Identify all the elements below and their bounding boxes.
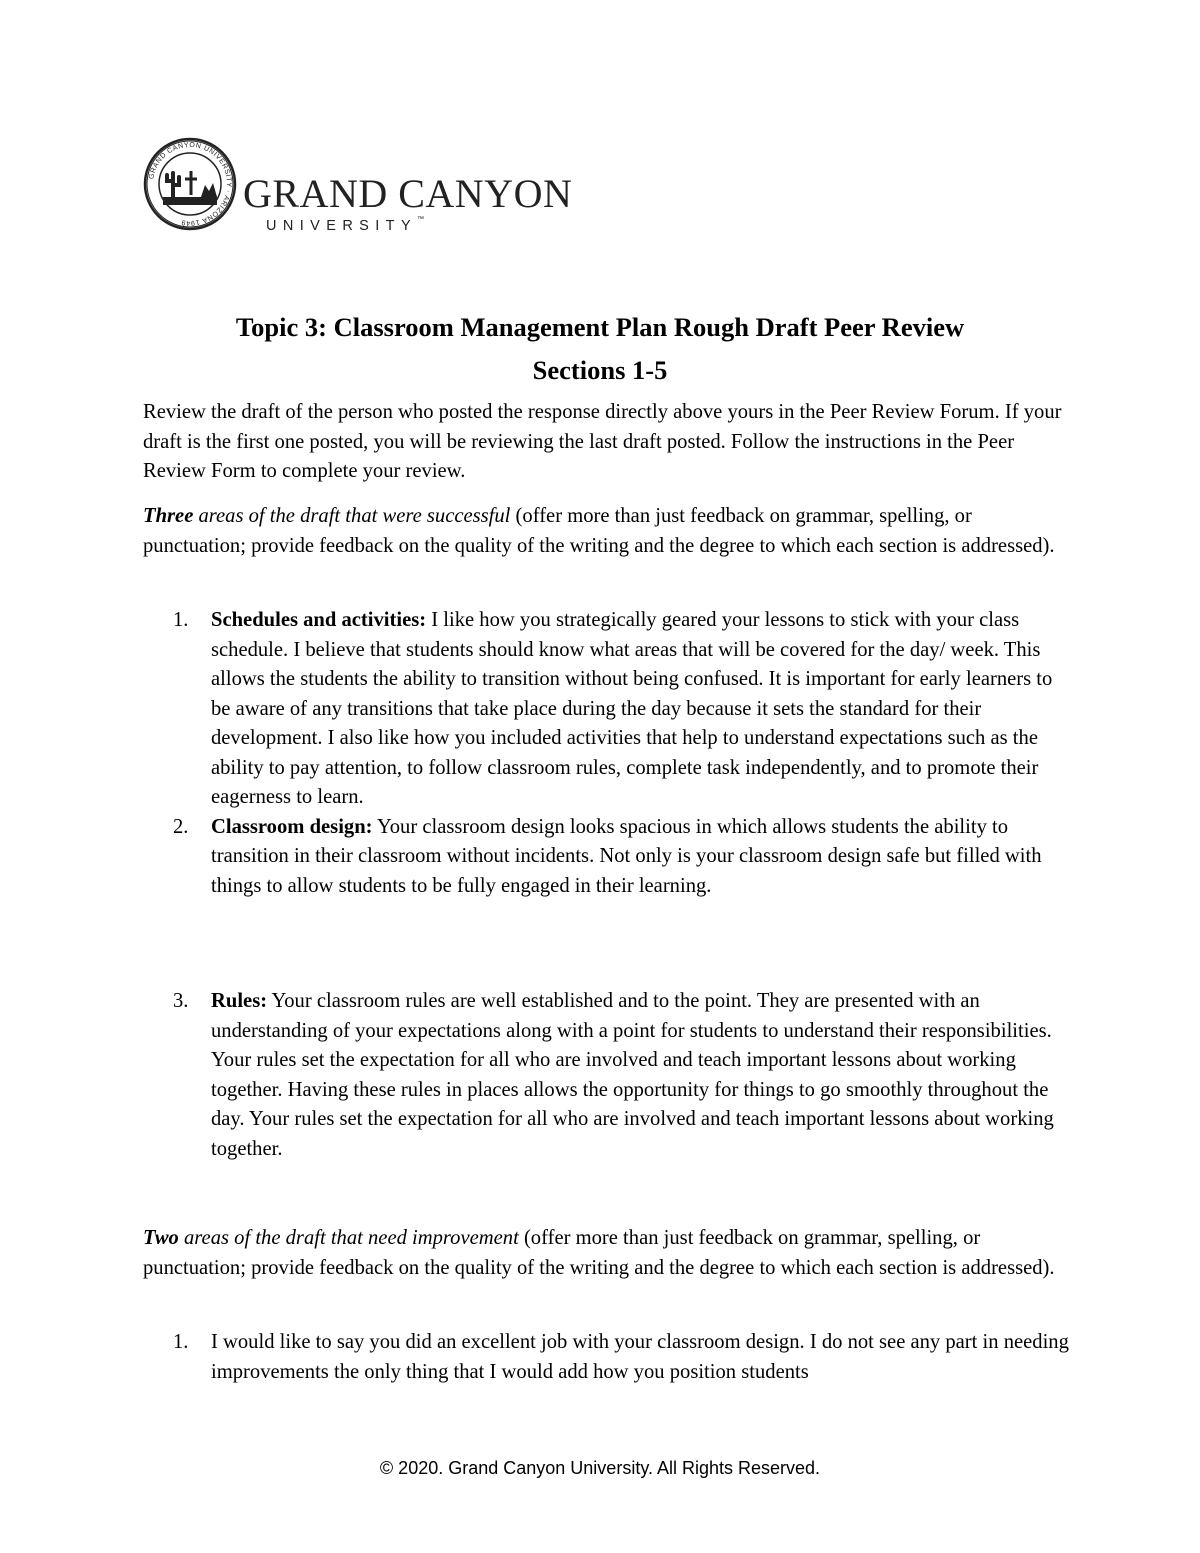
- improvement-instructions: (offer more than just feedback on grammar, spelling, or punctuation; provide feedback on the quality of the writing and the degree to which each section is addressed).: [143, 1227, 1055, 1279]
- university-seal-icon: [143, 137, 243, 237]
- item-text: I like how you strategically geared your lessons to stick with your class schedule. I believe that students should know what areas that will be covered for the day/ week. This allows the students the ability to transition without being confused. It is important for early learners to be aware of any transitions that take place during the day because it sets the standard for their development. I also like how you included activities that help to understand expectations such as the ability to pay attention, to follow classroom rules, complete task independently, and to promote their eagerness to learn.: [211, 609, 1053, 808]
- successful-list: [173, 606, 1073, 901]
- logo-subtitle: UNIVERSITY™: [266, 216, 425, 234]
- item-text: I would like to say you did an excellent job with your classroom design. I do not see any part in needing improvements the only thing that I would add how you position students: [211, 1331, 1069, 1383]
- list-item: 3. Rules: Your classroom rules are well established and to the point. They are presented with an understanding of your expectations along with a point for students to understand their responsibilities. Your rules set the expectation for all who are involved and teach important lessons about working together. Having these rules in places allows the opportunity for things to go smoothly throughout the day. Your rules set the expectation for all who are involved and teach important lessons about working together.: [173, 990, 1054, 1160]
- improvement-italic: areas of the draft that need improvement: [178, 1227, 519, 1249]
- item-text: Your classroom rules are well established and to the point. They are presented with an understanding of your expectations along with a point for students to understand their responsibilities. Your rules set the expectation for all who are involved and teach important lessons about working together. Having these rules in places allows the opportunity for things to go smoothly throughout the day. Your rules set the expectation for all who are involved and teach important lessons about working together.: [211, 990, 1054, 1160]
- item-heading: Rules:: [211, 990, 268, 1012]
- intro-paragraph: Review the draft of the person who posted the response directly above yours in the Peer Review Forum. If your draft is the first one posted, you will be reviewing the last draft posted. Follow the instructions in the Peer Review Form to complete your review.: [143, 401, 1062, 482]
- successful-label: Three: [143, 505, 194, 527]
- improvement-prompt: [143, 1224, 1073, 1283]
- item-heading: Classroom design:: [211, 815, 373, 838]
- list-item: 1. I would like to say you did an excellent job with your classroom design. I do not see any part in needing improvements the only thing that I would add how you position students: [173, 1331, 1069, 1383]
- copyright-footer: © 2020. Grand Canyon University. All Rights Reserved.: [379, 1458, 821, 1478]
- item-heading: Schedules and activities:: [211, 609, 427, 631]
- logo-wordmark: GRAND CANYON: [243, 171, 573, 216]
- improvement-list: [173, 1328, 1073, 1387]
- page-title: Topic 3: Classroom Management Plan Rough Draft Peer Review: [235, 312, 965, 342]
- page-subtitle: Sections 1-5: [532, 355, 668, 385]
- svg-text:GRAND CANYON UNIVERSITY · ARIZ: GRAND CANYON UNIVERSITY · ARIZONA 1949: [148, 141, 233, 227]
- improvement-label: Two: [143, 1227, 179, 1249]
- successful-prompt: [143, 502, 1073, 561]
- item-text: Your classroom design looks spacious in which allows students the ability to transition in their classroom without incidents. Not only is your classroom design safe but filled with things to allow students to be fully engaged in their learning.: [211, 815, 1042, 897]
- list-item: 2. Classroom design: Your classroom design looks spacious in which allows students the ability to transition in their classroom without incidents. Not only is your classroom design safe but filled with things to allow students to be fully engaged in their learning.: [173, 815, 1042, 897]
- list-item: 1. Schedules and activities: I like how you strategically geared your lessons to stick with your class schedule. I believe that students should know what areas that will be covered for the day/ week. This allows the students the ability to transition without being confused. It is important for early learners to be aware of any transitions that take place during the day because it sets the standard for their development. I also like how you included activities that help to understand expectations such as the ability to pay attention, to follow classroom rules, complete task independently, and to promote their eagerness to learn.: [173, 609, 1053, 808]
- university-logo: [143, 137, 573, 247]
- successful-instructions: (offer more than just feedback on grammar, spelling, or punctuation; provide feedback on the quality of the writing and the degree to which each section is addressed).: [143, 505, 1055, 557]
- successful-list-continued: [173, 987, 1073, 1164]
- successful-italic: areas of the draft that were successful: [193, 505, 511, 527]
- trademark-mark: ™: [417, 216, 425, 223]
